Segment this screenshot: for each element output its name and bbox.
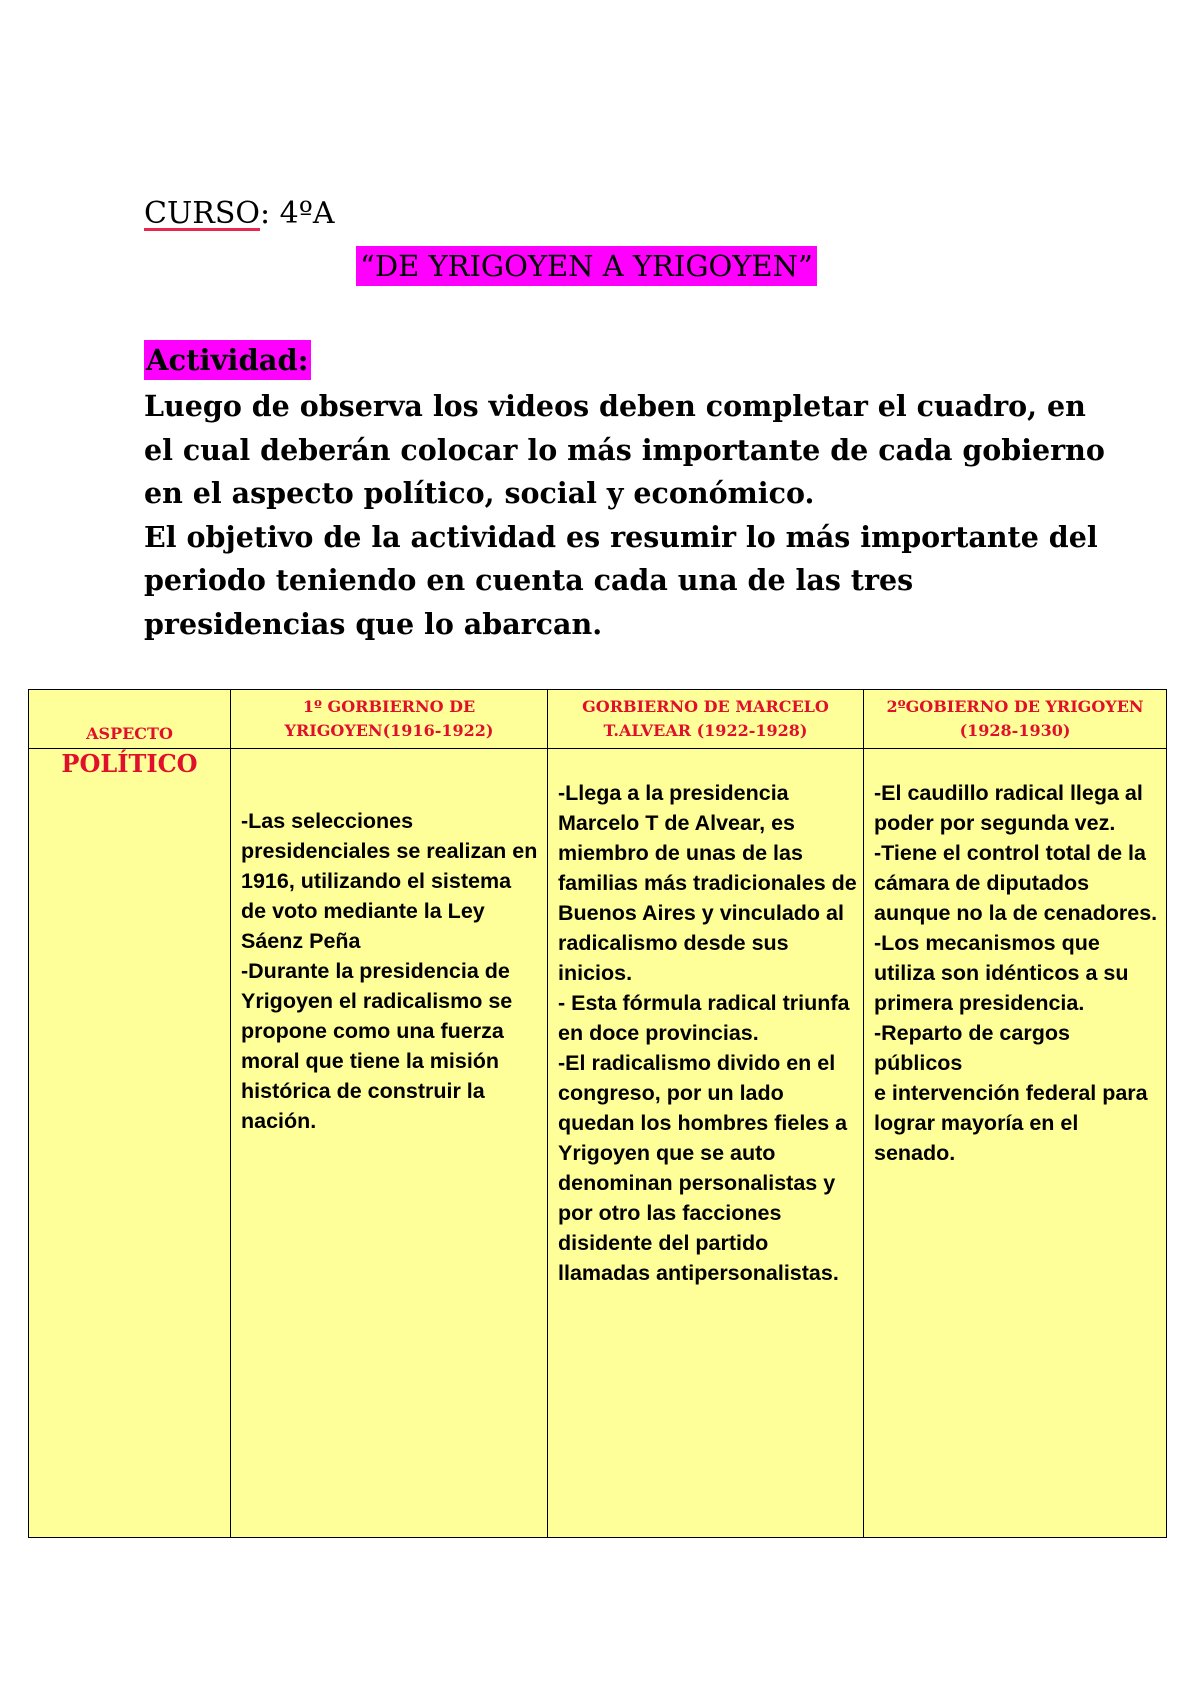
activity-instructions (144, 385, 1105, 646)
instruction-line: presidencias que lo abarcan. (144, 606, 603, 641)
page-title: “DE YRIGOYEN A YRIGOYEN” (356, 246, 817, 286)
instruction-line: periodo teniendo en cuenta cada una de las tres (144, 563, 914, 597)
instruction-line: El objetivo de la actividad es resumir lo más importante del (144, 519, 1098, 554)
aspect-politico-cell: POLÍTICO (29, 749, 231, 1538)
table-cell (231, 749, 548, 1538)
course-value: : 4ºA (259, 196, 335, 231)
table-cell (548, 749, 864, 1538)
instruction-line: en el aspecto político, social y económico. (144, 476, 815, 510)
table-cell (864, 749, 1167, 1538)
instruction-line: el cual deberán colocar lo más importante de cada gobierno (144, 432, 1105, 467)
column-header-second-yrigoyen: 2ºGOBIERNO DE YRIGOYEN (1928-1930) (864, 690, 1167, 749)
course-line (144, 196, 335, 232)
instruction-line: Luego de observa los videos deben completar el cuadro, en (144, 389, 1086, 423)
column-header-alvear: GORBIERNO DE MARCELO T.ALVEAR (1922-1928) (548, 690, 864, 749)
activity-label: Actividad: (144, 340, 311, 380)
table-row (29, 749, 1167, 1538)
column-header-aspecto: ASPECTO (29, 690, 231, 749)
table-header-row (29, 690, 1167, 749)
cell-text-first-yrigoyen: -Las selecciones presidenciales se realizan en 1916, utilizando el sistema de voto mediante la Ley Sáenz Peña -Durante la presidencia de Yrigoyen el radicalismo se propone como una fuerza moral que tiene la misión histórica de construir la nación. (241, 809, 538, 1133)
cell-text-second-yrigoyen: -El caudillo radical llega al poder por segunda vez. -Tiene el control total de la cámara de diputados aunque no la de cenadores. -Los mecanismos que utiliza son idénticos a su primera presidencia. -Reparto de cargos públicos e intervención federal para lograr mayoría en el senado. (874, 781, 1158, 1165)
cell-text-alvear: -Llega a la presidencia Marcelo T de Alvear, es miembro de unas de las familias más tradicionales de Buenos Aires y vinculado al radicalismo desde sus inicios. - Esta fórmula radical triunfa en doce provincias. -El radicalismo divido en el congreso, por un lado quedan los hombres fieles a Yrigoyen que se auto denominan personalistas y por otro las facciones disidente del partido llamadas antipersonalistas. (558, 781, 857, 1285)
government-comparison-table (28, 689, 1167, 1538)
column-header-first-yrigoyen: 1º GORBIERNO DE YRIGOYEN(1916-1922) (231, 690, 548, 749)
course-label: CURSO (144, 196, 260, 231)
